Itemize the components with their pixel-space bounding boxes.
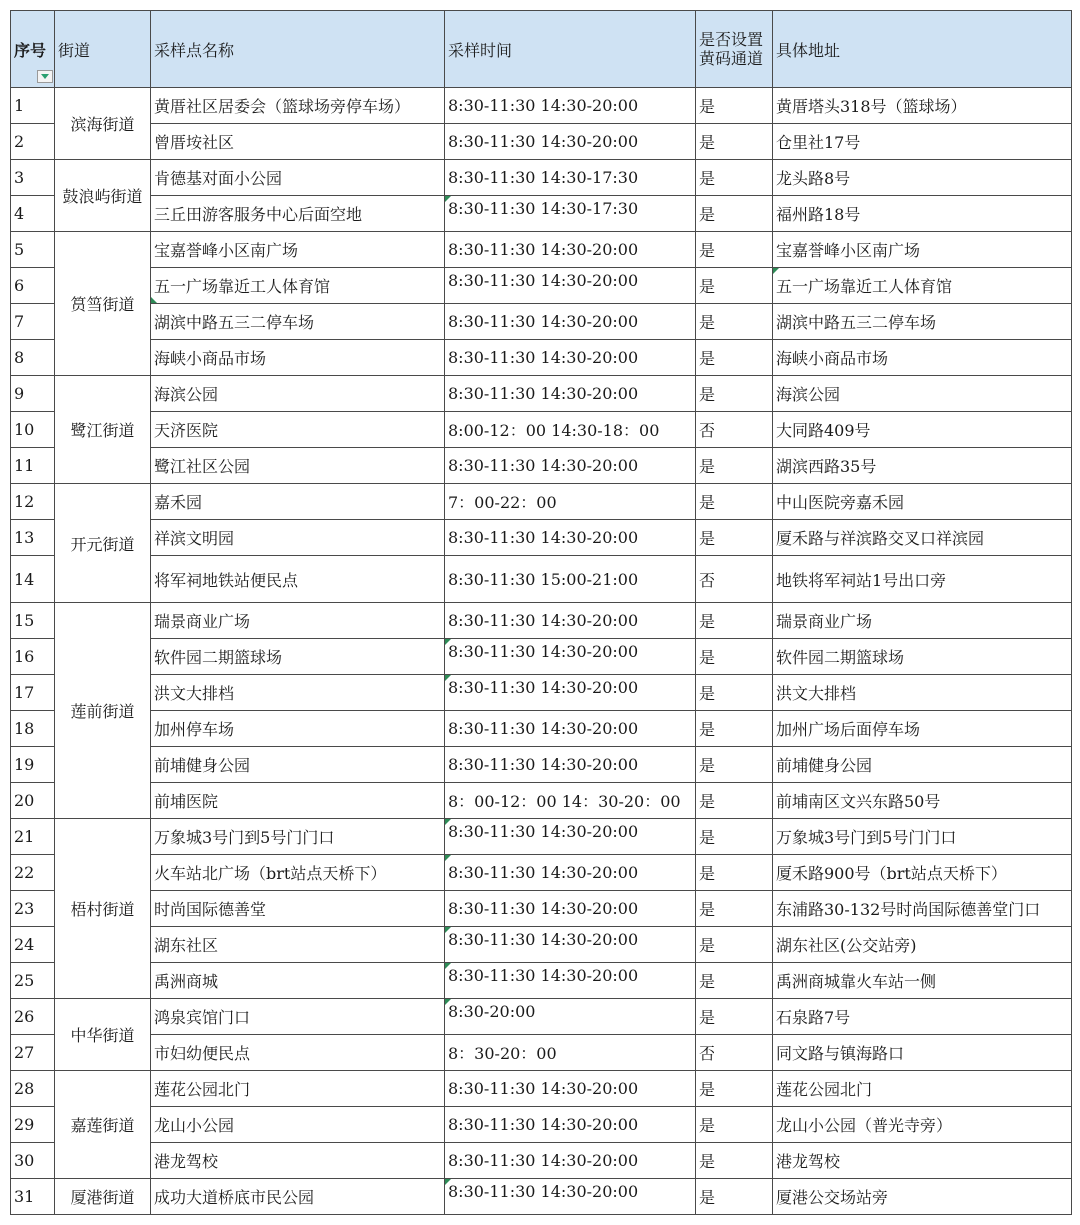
address: 厦禾路900号（brt站点天桥下） [773,855,1072,891]
header-row [11,11,1072,88]
sampling-time: 8:30-11:30 14:30-20:00 [445,1143,696,1179]
row-number: 19 [11,747,55,783]
street-name: 鹭江街道 [55,376,151,484]
sampling-time: 8:30-11:30 14:30-17:30 [445,196,696,232]
row-number: 25 [11,963,55,999]
address: 厦港公交场站旁 [773,1179,1072,1215]
site-name: 嘉禾园 [151,484,445,520]
yellow-code-flag: 是 [696,891,773,927]
table-row [11,232,1072,268]
address: 五一广场靠近工人体育馆 [773,268,1072,304]
yellow-code-flag: 否 [696,412,773,448]
yellow-code-flag: 是 [696,340,773,376]
site-name: 湖东社区 [151,927,445,963]
site-name: 鹭江社区公园 [151,448,445,484]
site-name: 万象城3号门到5号门门口 [151,819,445,855]
street-name: 筼筜街道 [55,232,151,376]
street-name: 嘉莲街道 [55,1071,151,1179]
site-name: 前埔医院 [151,783,445,819]
header-street: 街道 [55,11,151,88]
address: 湖滨西路35号 [773,448,1072,484]
site-name: 肯德基对面小公园 [151,160,445,196]
sampling-time: 8:30-11:30 14:30-20:00 [445,340,696,376]
table-row [11,340,1072,376]
yellow-code-flag: 是 [696,1071,773,1107]
yellow-code-flag: 是 [696,520,773,556]
row-number: 26 [11,999,55,1035]
table-row [11,268,1072,304]
street-name: 梧村街道 [55,819,151,999]
row-number: 7 [11,304,55,340]
sampling-time: 8:30-11:30 14:30-20:00 [445,747,696,783]
header-site: 采样点名称 [151,11,445,88]
yellow-code-flag: 是 [696,88,773,124]
address: 加州广场后面停车场 [773,711,1072,747]
header-address: 具体地址 [773,11,1072,88]
sampling-time: 7：00-22：00 [445,484,696,520]
site-name: 禹洲商城 [151,963,445,999]
yellow-code-flag: 否 [696,1035,773,1071]
yellow-code-flag: 是 [696,999,773,1035]
address: 海滨公园 [773,376,1072,412]
table-row [11,999,1072,1035]
site-name: 火车站北广场（brt站点天桥下） [151,855,445,891]
yellow-code-flag: 是 [696,1179,773,1215]
row-number: 1 [11,88,55,124]
row-number: 30 [11,1143,55,1179]
sampling-time: 8:30-11:30 15:00-21:00 [445,556,696,603]
address: 龙山小公园（普光寺旁） [773,1107,1072,1143]
table-row [11,639,1072,675]
site-name: 宝嘉誉峰小区南广场 [151,232,445,268]
row-number: 31 [11,1179,55,1215]
site-name: 海峡小商品市场 [151,340,445,376]
site-name: 鸿泉宾馆门口 [151,999,445,1035]
row-number: 28 [11,1071,55,1107]
site-name: 时尚国际德善堂 [151,891,445,927]
yellow-code-flag: 是 [696,819,773,855]
site-name: 成功大道桥底市民公园 [151,1179,445,1215]
address: 仓里社17号 [773,124,1072,160]
site-name: 龙山小公园 [151,1107,445,1143]
header-yellow-code-channel: 是否设置黄码通道 [696,11,773,88]
sampling-time: 8:30-11:30 14:30-20:00 [445,891,696,927]
yellow-code-flag: 是 [696,711,773,747]
yellow-code-flag: 是 [696,1107,773,1143]
site-name: 瑞景商业广场 [151,603,445,639]
site-name: 软件园二期篮球场 [151,639,445,675]
row-number: 6 [11,268,55,304]
table-row [11,711,1072,747]
table-row [11,1143,1072,1179]
row-number: 24 [11,927,55,963]
row-number: 3 [11,160,55,196]
table-row [11,376,1072,412]
address: 港龙驾校 [773,1143,1072,1179]
yellow-code-flag: 是 [696,927,773,963]
sampling-time: 8:30-11:30 14:30-20:00 [445,376,696,412]
row-number: 18 [11,711,55,747]
site-name: 海滨公园 [151,376,445,412]
street-name: 滨海街道 [55,88,151,160]
address: 禹洲商城靠火车站一侧 [773,963,1072,999]
table-row [11,520,1072,556]
table-row [11,88,1072,124]
sampling-time: 8:30-11:30 14:30-20:00 [445,520,696,556]
address: 石泉路7号 [773,999,1072,1035]
table-row [11,196,1072,232]
site-name: 市妇幼便民点 [151,1035,445,1071]
sampling-time: 8:30-11:30 14:30-20:00 [445,675,696,711]
sampling-time: 8:30-11:30 14:30-20:00 [445,304,696,340]
table-row [11,1179,1072,1215]
sampling-time: 8:30-11:30 14:30-20:00 [445,232,696,268]
table-row [11,963,1072,999]
row-number: 15 [11,603,55,639]
sampling-time: 8:30-11:30 14:30-20:00 [445,88,696,124]
yellow-code-flag: 是 [696,639,773,675]
address: 黄厝塔头318号（篮球场） [773,88,1072,124]
sampling-time: 8:30-11:30 14:30-20:00 [445,1107,696,1143]
sampling-time: 8:30-11:30 14:30-20:00 [445,268,696,304]
site-name: 黄厝社区居委会（篮球场旁停车场） [151,88,445,124]
address: 万象城3号门到5号门门口 [773,819,1072,855]
table-row [11,556,1072,603]
sampling-time: 8:30-11:30 14:30-17:30 [445,160,696,196]
address: 宝嘉誉峰小区南广场 [773,232,1072,268]
address: 中山医院旁嘉禾园 [773,484,1072,520]
row-number: 8 [11,340,55,376]
site-name: 港龙驾校 [151,1143,445,1179]
yellow-code-flag: 是 [696,783,773,819]
address: 前埔南区文兴东路50号 [773,783,1072,819]
table-row [11,448,1072,484]
yellow-code-flag: 是 [696,160,773,196]
yellow-code-flag: 是 [696,232,773,268]
address: 前埔健身公园 [773,747,1072,783]
table-row [11,891,1072,927]
sampling-time: 8：30-20：00 [445,1035,696,1071]
yellow-code-flag: 是 [696,376,773,412]
sampling-time: 8:00-12：00 14:30-18：00 [445,412,696,448]
address: 软件园二期篮球场 [773,639,1072,675]
street-name: 中华街道 [55,999,151,1071]
address: 福州路18号 [773,196,1072,232]
header-no-label: 序号 [14,40,47,60]
row-number: 5 [11,232,55,268]
table-row [11,124,1072,160]
yellow-code-flag: 是 [696,304,773,340]
address: 同文路与镇海路口 [773,1035,1072,1071]
site-name: 湖滨中路五三二停车场 [151,304,445,340]
table-row [11,160,1072,196]
yellow-code-flag: 是 [696,675,773,711]
row-number: 17 [11,675,55,711]
street-name: 开元街道 [55,484,151,603]
row-number: 11 [11,448,55,484]
address: 地铁将军祠站1号出口旁 [773,556,1072,603]
address: 莲花公园北门 [773,1071,1072,1107]
table-row [11,412,1072,448]
address: 龙头路8号 [773,160,1072,196]
table-row [11,304,1072,340]
yellow-code-flag: 是 [696,603,773,639]
address: 海峡小商品市场 [773,340,1072,376]
table-row [11,675,1072,711]
site-name: 祥滨文明园 [151,520,445,556]
table-row [11,1035,1072,1071]
table-row [11,783,1072,819]
table-row [11,603,1072,639]
sampling-time: 8:30-11:30 14:30-20:00 [445,124,696,160]
yellow-code-flag: 否 [696,556,773,603]
yellow-code-flag: 是 [696,448,773,484]
row-number: 14 [11,556,55,603]
row-number: 12 [11,484,55,520]
street-name: 厦港街道 [55,1179,151,1215]
site-name: 加州停车场 [151,711,445,747]
yellow-code-flag: 是 [696,747,773,783]
row-number: 23 [11,891,55,927]
table-row [11,855,1072,891]
sampling-sites-table [10,10,1072,1215]
yellow-code-flag: 是 [696,1143,773,1179]
row-number: 29 [11,1107,55,1143]
site-name: 曾厝垵社区 [151,124,445,160]
address: 厦禾路与祥滨路交叉口祥滨园 [773,520,1072,556]
yellow-code-flag: 是 [696,963,773,999]
table-row [11,1107,1072,1143]
yellow-code-flag: 是 [696,484,773,520]
row-number: 4 [11,196,55,232]
street-name: 莲前街道 [55,603,151,819]
sampling-time: 8:30-11:30 14:30-20:00 [445,1071,696,1107]
sampling-time: 8:30-11:30 14:30-20:00 [445,711,696,747]
address: 大同路409号 [773,412,1072,448]
sampling-time: 8:30-11:30 14:30-20:00 [445,855,696,891]
yellow-code-flag: 是 [696,268,773,304]
row-number: 21 [11,819,55,855]
sampling-time: 8:30-11:30 14:30-20:00 [445,639,696,675]
sampling-time: 8:30-20:00 [445,999,696,1035]
site-name: 天济医院 [151,412,445,448]
sampling-time: 8:30-11:30 14:30-20:00 [445,819,696,855]
row-number: 10 [11,412,55,448]
yellow-code-flag: 是 [696,855,773,891]
site-name: 洪文大排档 [151,675,445,711]
site-name: 莲花公园北门 [151,1071,445,1107]
street-name: 鼓浪屿街道 [55,160,151,232]
yellow-code-flag: 是 [696,196,773,232]
site-name: 五一广场靠近工人体育馆 [151,268,445,304]
site-name: 前埔健身公园 [151,747,445,783]
table-row [11,819,1072,855]
table-row [11,927,1072,963]
address: 湖滨中路五三二停车场 [773,304,1072,340]
address: 洪文大排档 [773,675,1072,711]
sampling-time: 8:30-11:30 14:30-20:00 [445,927,696,963]
row-number: 22 [11,855,55,891]
row-number: 27 [11,1035,55,1071]
address: 瑞景商业广场 [773,603,1072,639]
site-name: 三丘田游客服务中心后面空地 [151,196,445,232]
sampling-time: 8:30-11:30 14:30-20:00 [445,963,696,999]
address: 东浦路30-132号时尚国际德善堂门口 [773,891,1072,927]
sampling-time: 8:30-11:30 14:30-20:00 [445,448,696,484]
sampling-time: 8:30-11:30 14:30-20:00 [445,1179,696,1215]
row-number: 20 [11,783,55,819]
row-number: 9 [11,376,55,412]
header-no[interactable] [11,11,55,88]
header-time: 采样时间 [445,11,696,88]
row-number: 16 [11,639,55,675]
sampling-time: 8：00-12：00 14：30-20：00 [445,783,696,819]
row-number: 2 [11,124,55,160]
table-row [11,484,1072,520]
sampling-time: 8:30-11:30 14:30-20:00 [445,603,696,639]
row-number: 13 [11,520,55,556]
filter-dropdown-icon[interactable] [37,70,53,83]
table-row [11,1071,1072,1107]
table-row [11,747,1072,783]
yellow-code-flag: 是 [696,124,773,160]
address: 湖东社区(公交站旁) [773,927,1072,963]
site-name: 将军祠地铁站便民点 [151,556,445,603]
